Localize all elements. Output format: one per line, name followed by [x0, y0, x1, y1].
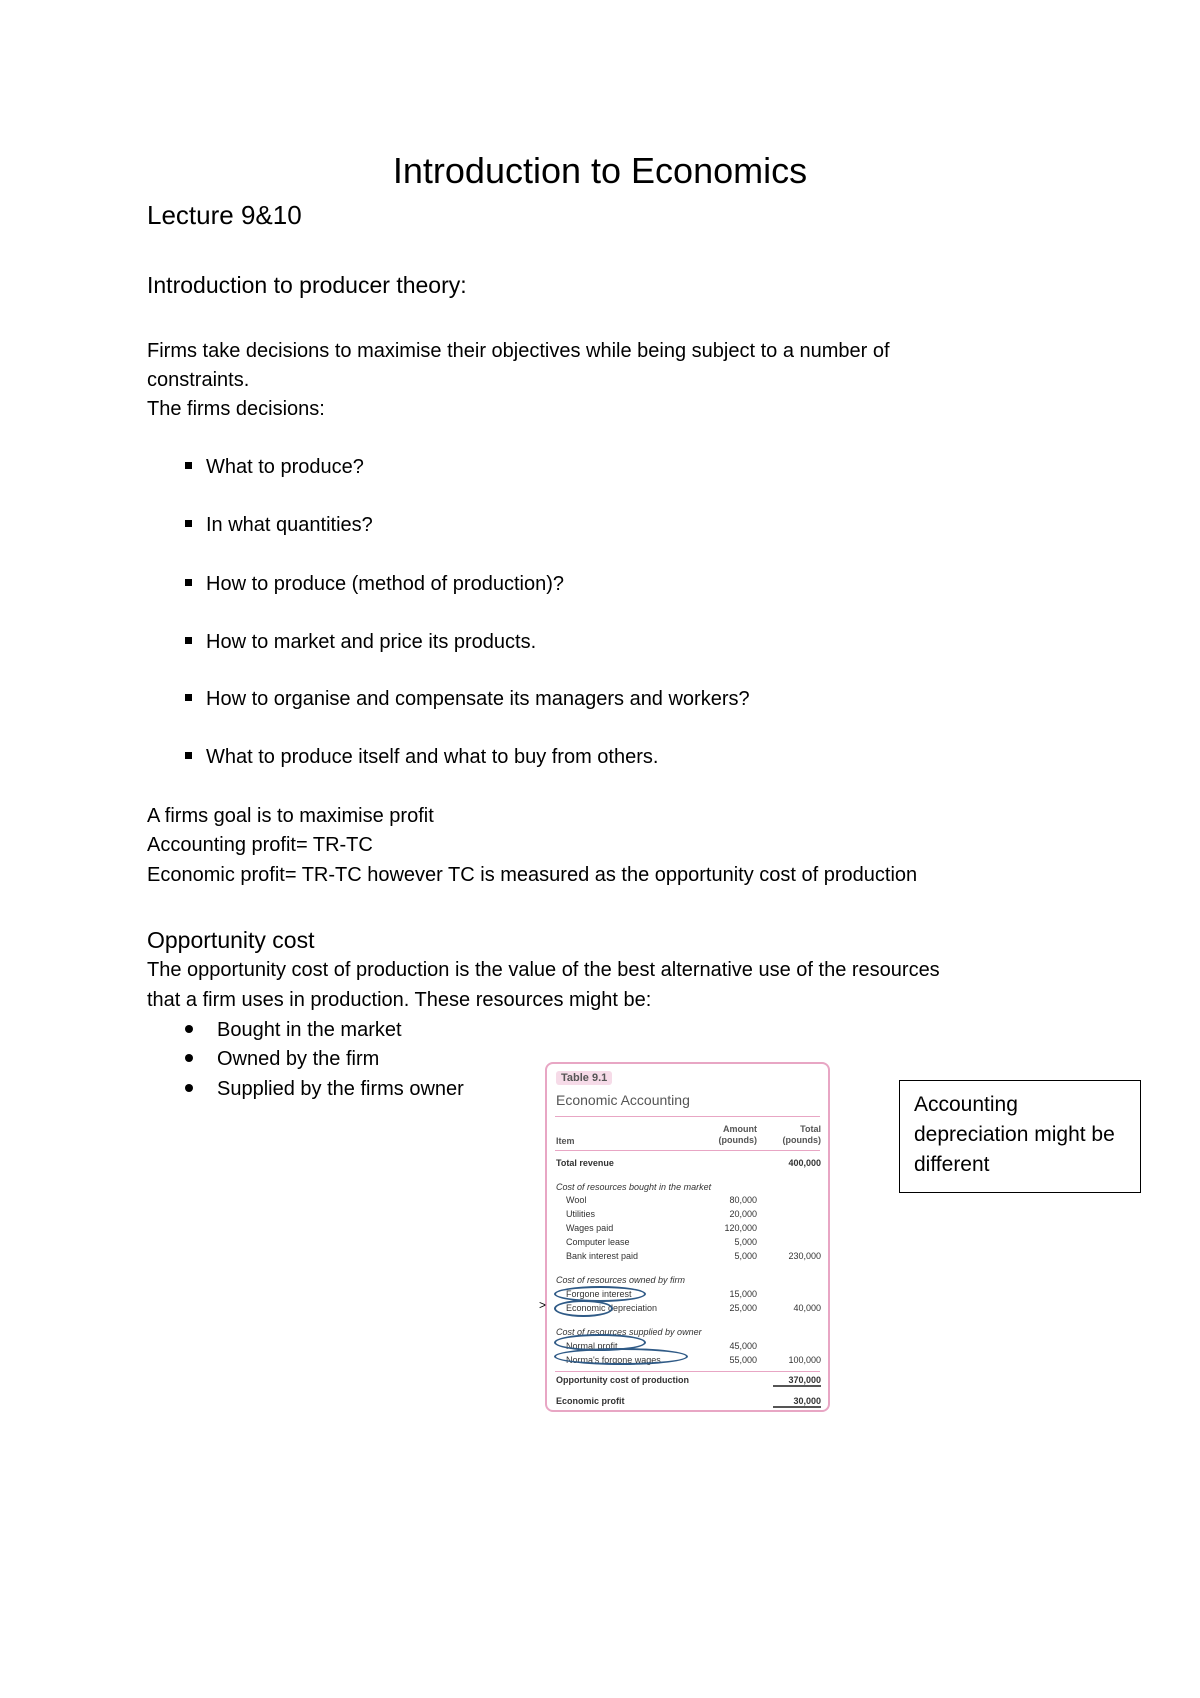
table-header-item: Item: [556, 1136, 575, 1146]
table-cell-total: 100,000: [788, 1355, 821, 1365]
decision-text: What to produce itself and what to buy from others.: [206, 746, 659, 768]
annotation-circle: [554, 1286, 646, 1302]
table-header-amount: Amount (pounds): [718, 1124, 757, 1145]
decision-text: How to market and price its products.: [206, 631, 537, 653]
decision-text: How to organise and compensate its managers and workers?: [206, 688, 750, 710]
round-bullet-icon: [185, 1084, 193, 1092]
table-cell-label: Utilities: [566, 1209, 596, 1219]
table-row: [547, 1251, 828, 1265]
table-cell-amount: 45,000: [729, 1341, 757, 1351]
table-cell-label: Economic depreciation: [566, 1303, 658, 1313]
table-cell-label: Cost of resources owned by firm: [556, 1275, 686, 1285]
resource-list-item: [185, 1048, 379, 1071]
table-title: Economic Accounting: [556, 1092, 690, 1108]
table-cell-label: Bank interest paid: [566, 1251, 639, 1261]
resource-text: Owned by the firm: [217, 1048, 380, 1070]
decision-list-item: [185, 746, 658, 769]
table-header-total: Total (pounds): [782, 1124, 821, 1145]
round-bullet-icon: [185, 1025, 193, 1033]
table-cell-label: Wages paid: [566, 1223, 614, 1233]
square-bullet-icon: [185, 462, 192, 469]
economic-profit: Economic profit= TR-TC however TC is measured as the opportunity cost of production: [147, 864, 918, 886]
table-cell-total: 30,000: [773, 1396, 821, 1408]
square-bullet-icon: [185, 637, 192, 644]
table-cell-total: 40,000: [793, 1303, 821, 1313]
decision-list-item: [185, 456, 364, 479]
table-row: [547, 1209, 828, 1223]
intro-paragraph-line: constraints.: [147, 369, 250, 391]
table-row: [547, 1375, 828, 1389]
table-cell-amount: 80,000: [729, 1195, 757, 1205]
table-cell-label: Computer lease: [566, 1237, 630, 1247]
decision-list-item: [185, 631, 536, 654]
table-divider: [555, 1371, 820, 1372]
table-cell-amount: 120,000: [724, 1223, 757, 1233]
table-cell-label: Total revenue: [556, 1158, 614, 1168]
table-row: [547, 1237, 828, 1251]
decision-list-item: [185, 573, 564, 596]
decision-text: In what quantities?: [206, 514, 373, 536]
table-cell-amount: 5,000: [734, 1251, 757, 1261]
lecture-heading: Lecture 9&10: [147, 200, 302, 230]
table-cell-label: Economic profit: [556, 1396, 625, 1406]
profit-goal: A firms goal is to maximise profit: [147, 805, 434, 827]
decision-list-item: [185, 688, 750, 711]
annotation-circle: [554, 1300, 613, 1317]
table-cell-label: Norma's forgone wages: [566, 1355, 661, 1365]
resource-list-item: [185, 1078, 464, 1101]
table-row: [547, 1158, 828, 1172]
economic-accounting-table-figure: [539, 1062, 830, 1412]
table-divider: [555, 1150, 820, 1151]
section-heading-producer-theory: Introduction to producer theory:: [147, 272, 467, 298]
resource-list-item: [185, 1019, 402, 1042]
table-cell-label: Cost of resources supplied by owner: [556, 1327, 702, 1337]
decision-text: How to produce (method of production)?: [206, 573, 564, 595]
page-title: Introduction to Economics: [392, 150, 808, 191]
table-cell-amount: 15,000: [729, 1289, 757, 1299]
table-row: [547, 1182, 828, 1196]
annotation-circle: [554, 1348, 688, 1365]
table-cell-label: Cost of resources bought in the market: [556, 1182, 712, 1192]
table-cell-label: Opportunity cost of production: [556, 1375, 689, 1385]
decision-text: What to produce?: [206, 456, 364, 478]
square-bullet-icon: [185, 752, 192, 759]
table-cell-amount: 55,000: [729, 1355, 757, 1365]
table-cell-label: Forgone interest: [566, 1289, 632, 1299]
table-cell-label: Normal profit: [566, 1341, 618, 1351]
square-bullet-icon: [185, 579, 192, 586]
resource-text: Supplied by the firms owner: [217, 1078, 464, 1100]
intro-paragraph-line: Firms take decisions to maximise their objectives while being subject to a number of: [147, 340, 890, 362]
table-row: [547, 1396, 828, 1410]
accounting-profit: Accounting profit= TR-TC: [147, 834, 373, 856]
table-cell-total: 230,000: [788, 1251, 821, 1261]
intro-paragraph-line: The firms decisions:: [147, 398, 325, 420]
table-cell-amount: 25,000: [729, 1303, 757, 1313]
opportunity-paragraph-line: that a firm uses in production. These resources might be:: [147, 989, 652, 1011]
table-cell-amount: 20,000: [729, 1209, 757, 1219]
square-bullet-icon: [185, 520, 192, 527]
section-heading-opportunity-cost: Opportunity cost: [147, 927, 315, 953]
table-row: [547, 1195, 828, 1209]
table-cell-total: 370,000: [773, 1375, 821, 1387]
table-tag: Table 9.1: [556, 1071, 612, 1085]
table-row: [547, 1223, 828, 1237]
table-cell-total: 400,000: [788, 1158, 821, 1168]
square-bullet-icon: [185, 694, 192, 701]
table-cell-label: Wool: [566, 1195, 587, 1205]
table-cell-amount: 5,000: [734, 1237, 757, 1247]
resource-text: Bought in the market: [217, 1019, 402, 1041]
decision-list-item: [185, 514, 373, 537]
arrow-marker-icon: >: [539, 1298, 547, 1312]
opportunity-paragraph-line: The opportunity cost of production is the value of the best alternative use of the resources: [147, 959, 940, 981]
callout-box: Accounting depreciation might be different: [899, 1080, 1141, 1193]
table-divider: [555, 1116, 820, 1117]
round-bullet-icon: [185, 1054, 193, 1062]
